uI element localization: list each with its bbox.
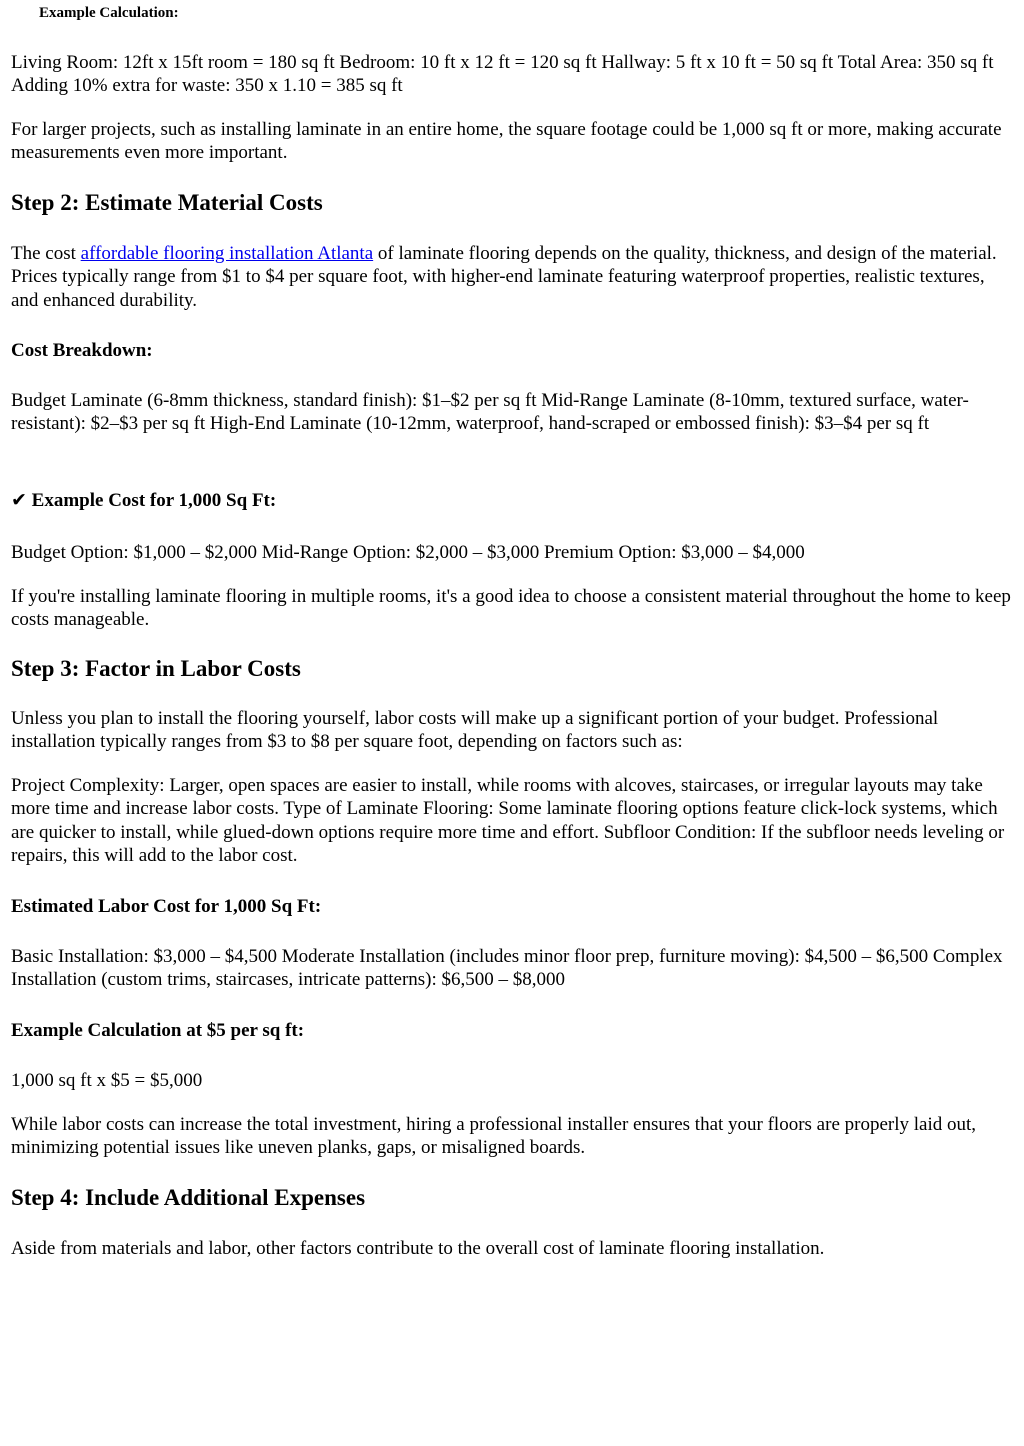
step-3-heading: Step 3: Factor in Labor Costs [11, 656, 301, 681]
example-cost-paragraph: Budget Option: $1,000 – $2,000 Mid-Range Option: $2,000 – $3,000 Premium Option: $3,000 – $4,000 [11, 542, 805, 563]
larger-projects-paragraph: For larger projects, such as installing laminate in an entire home, the square footage could be 1,000 sq ft or more, making accurate measurements even more important. [11, 119, 1002, 164]
material-cost-text-start: The cost [11, 243, 81, 264]
professional-installer-paragraph: While labor costs can increase the total investment, hiring a professional installer ensures that your floors are properly laid out, minimizing potential issues like uneven planks, gaps, or misaligned boards. [11, 1114, 977, 1159]
cost-breakdown-paragraph: Budget Laminate (6-8mm thickness, standard finish): $1–$2 per sq ft Mid-Range Laminate (8-10mm, textured surface, water-resistant): $2–$3 per sq ft High-End Laminate (10-12mm, waterproof, hand-scraped or embossed finish): $3–$4 per sq ft [11, 390, 969, 435]
example-calculation-heading: Example Calculation: [39, 5, 179, 21]
example-cost-heading-text: Example Cost for 1,000 Sq Ft: [26, 490, 277, 511]
checkmark-icon: ✔ [11, 489, 27, 511]
multiple-rooms-paragraph: If you're installing laminate flooring in multiple rooms, it's a good idea to choose a consistent material throughout the home to keep costs manageable. [11, 586, 1011, 631]
labor-intro-paragraph: Unless you plan to install the flooring yourself, labor costs will make up a significant portion of your budget. Professional installation typically ranges from $3 to $8 per square foot, depending on factors such as: [11, 708, 939, 753]
labor-calculation-paragraph: 1,000 sq ft x $5 = $5,000 [11, 1070, 203, 1091]
labor-calculation-heading: Example Calculation at $5 per sq ft: [11, 1020, 305, 1041]
affordable-flooring-link[interactable]: affordable flooring installation Atlanta [80, 243, 374, 264]
labor-factors-paragraph: Project Complexity: Larger, open spaces are easier to install, while rooms with alcoves, staircases, or irregular layouts may take more time and increase labor costs. Type of Laminate Flooring: Some laminate flooring options feature click-lock systems, which are quicker to install, while glued-down options require more time and effort. Subfloor Condition: If the subfloor needs leveling or repairs, this will add to the labor cost. [11, 775, 1005, 866]
material-cost-text-end: of laminate flooring depends on the quality, thickness, and design of the material. Prices typically range from $1 to $4 per square foot, with higher-end laminate featuring waterproof properties, realistic textures, and enhanced durability. [11, 243, 997, 311]
area-calculation-paragraph: Living Room: 12ft x 15ft room = 180 sq ft Bedroom: 10 ft x 12 ft = 120 sq ft Hallway: 5 ft x 10 ft = 50 sq ft Total Area: 350 sq ft Adding 10% extra for waste: 350 x 1.10 = 385 sq ft [11, 52, 994, 97]
step-2-heading: Step 2: Estimate Material Costs [11, 190, 323, 215]
estimated-labor-paragraph: Basic Installation: $3,000 – $4,500 Moderate Installation (includes minor floor prep, furniture moving): $4,500 – $6,500 Complex Installation (custom trims, staircases, intricate patterns): $6,500 – $8,000 [11, 946, 1003, 991]
estimated-labor-heading: Estimated Labor Cost for 1,000 Sq Ft: [11, 896, 322, 917]
additional-expenses-paragraph: Aside from materials and labor, other factors contribute to the overall cost of laminate flooring installation. [11, 1238, 825, 1259]
cost-breakdown-heading: Cost Breakdown: [11, 340, 153, 361]
step-4-heading: Step 4: Include Additional Expenses [11, 1185, 366, 1210]
material-cost-paragraph [11, 242, 1015, 312]
example-cost-heading [11, 489, 1015, 512]
